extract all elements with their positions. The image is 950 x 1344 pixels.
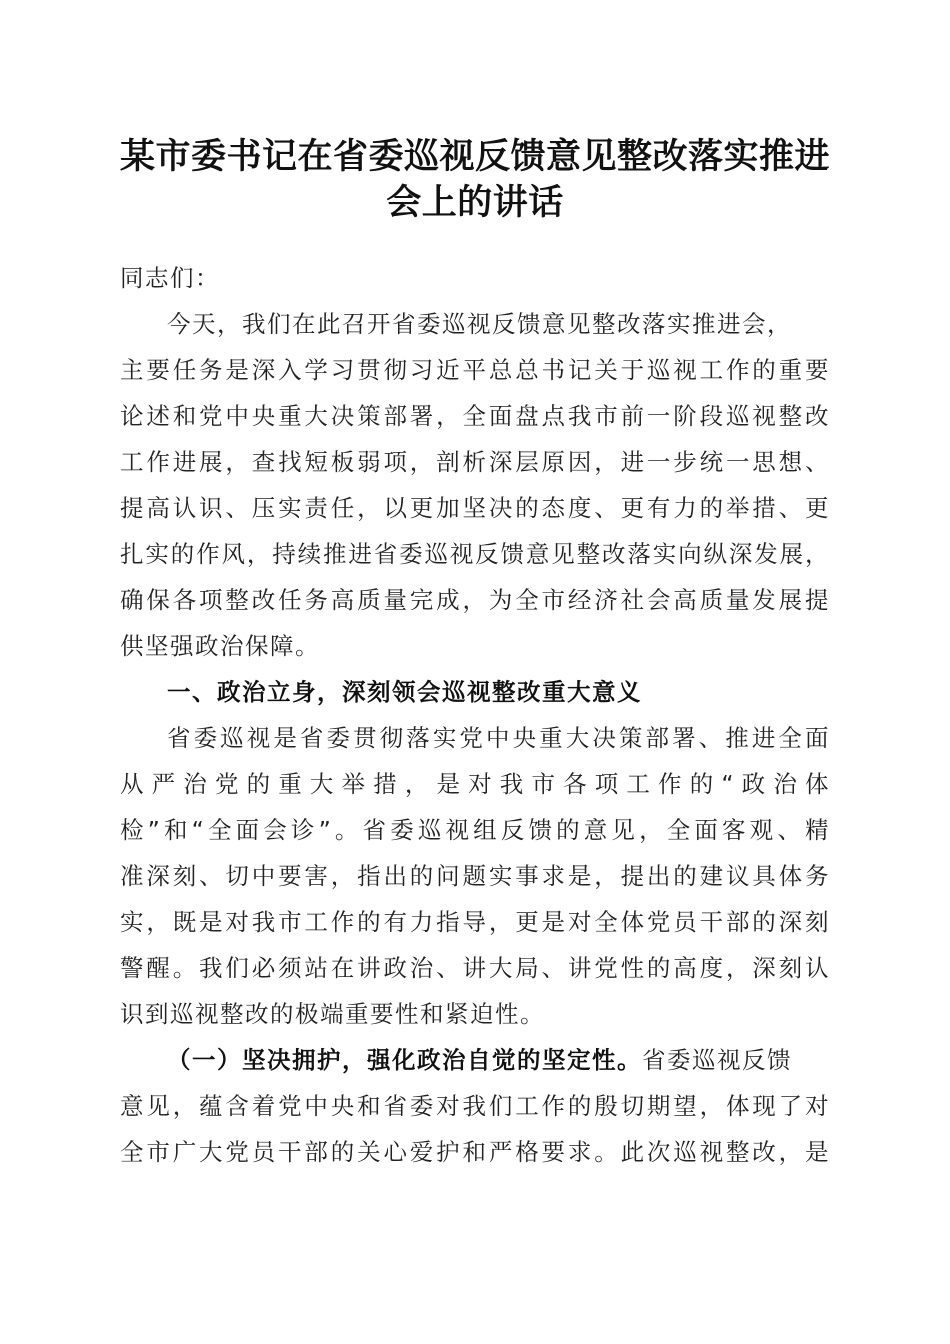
title-line-1: 某市委书记在省委巡视反馈意见整改落实推进 [119, 136, 830, 177]
paragraph-line: 意见，蕴含着党中央和省委对我们工作的殷切期望，体现了对 [120, 1092, 830, 1120]
paragraph-line: 警醒。我们必须站在讲政治、讲大局、讲党性的高度，深刻认 [120, 954, 830, 982]
salutation: 同志们： [120, 264, 220, 292]
paragraph-line: 实，既是对我市工作的有力指导，更是对全体党员干部的深刻 [120, 908, 830, 936]
paragraph-line: 省委巡视是省委贯彻落实党中央重大决策部署、推进全面 [167, 724, 830, 752]
paragraph-line: 识到巡视整改的极端重要性和紧迫性。 [120, 1000, 545, 1028]
subsection-line [120, 1037, 830, 1083]
paragraph-line: 主要任务是深入学习贯彻习近平总总书记关于巡视工作的重要 [120, 356, 830, 384]
paragraph-line: 扎实的作风，持续推进省委巡视反馈意见整改落实向纵深发展， [120, 540, 830, 568]
paragraph-line: 全市广大党员干部的关心爱护和严格要求。此次巡视整改，是 [120, 1138, 830, 1166]
paragraph-line: 从严治党的重大举措，是对我市各项工作的“政治体 [120, 770, 830, 798]
section-heading: 一、政治立身，深刻领会巡视整改重大意义 [167, 678, 642, 706]
paragraph-line: 今天，我们在此召开省委巡视反馈意见整改落实推进会， [167, 310, 792, 338]
subsection-heading: （一）坚决拥护，强化政治自觉的坚定性。 [167, 1046, 642, 1074]
paragraph-line: 准深刻、切中要害，指出的问题实事求是，提出的建议具体务 [120, 862, 830, 890]
document-body [120, 255, 830, 1175]
document-title [90, 134, 860, 226]
paragraph-line: 论述和党中央重大决策部署，全面盘点我市前一阶段巡视整改 [120, 402, 830, 430]
paragraph-line: 确保各项整改任务高质量完成，为全市经济社会高质量发展提 [120, 586, 830, 614]
paragraph-line: 检”和“全面会诊”。省委巡视组反馈的意见，全面客观、精 [120, 816, 830, 844]
paragraph-line: 提高认识、压实责任，以更加坚决的态度、更有力的举措、更 [120, 494, 830, 522]
paragraph-line: 供坚强政治保障。 [120, 632, 320, 660]
subsection-text: 省委巡视反馈 [642, 1046, 792, 1074]
title-line-2: 会上的讲话 [386, 182, 564, 223]
paragraph-line: 工作进展，查找短板弱项，剖析深层原因，进一步统一思想、 [120, 448, 830, 476]
